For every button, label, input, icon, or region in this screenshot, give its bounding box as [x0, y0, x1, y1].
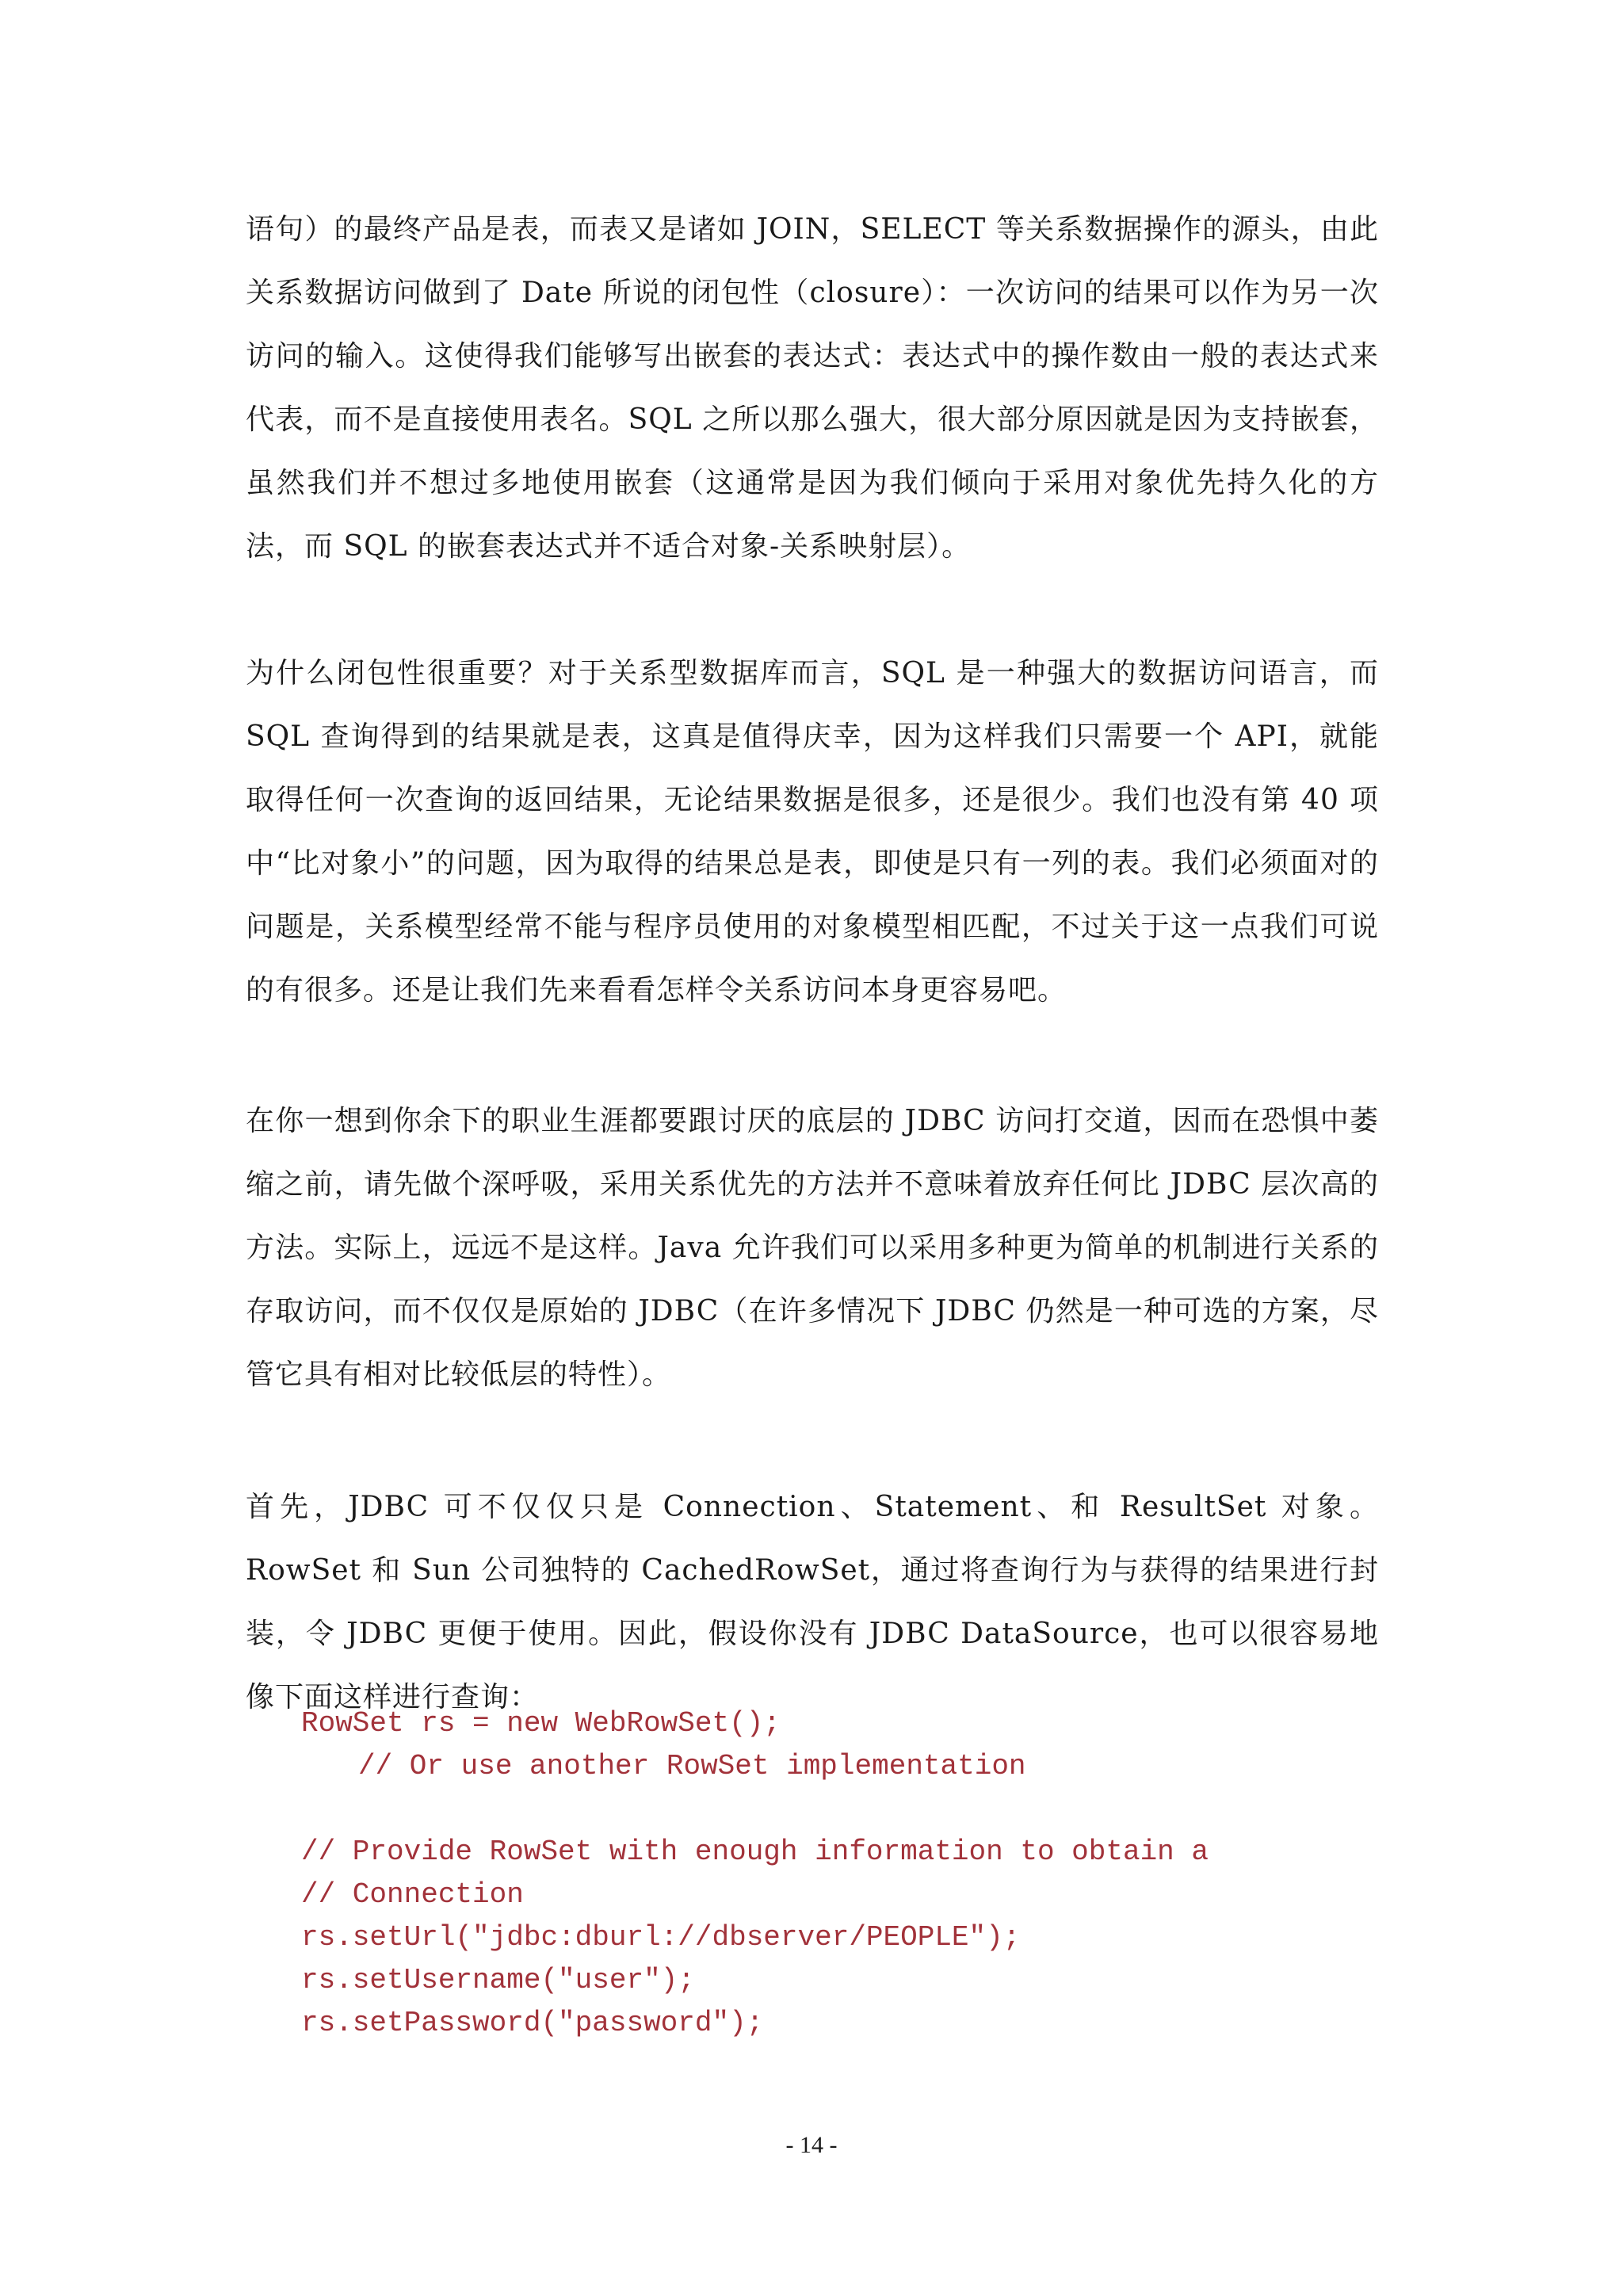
code-blank-line — [301, 1788, 1379, 1831]
page-number: - 14 - — [785, 2132, 838, 2158]
code-line: RowSet rs = new WebRowSet(); — [301, 1707, 781, 1740]
paragraph-closure: 语句）的最终产品是表，而表又是诸如 JOIN，SELECT 等关系数据操作的源头，由此关系数据访问做到了 Date 所说的闭包性（closure）：一次访问的结果可以作为另一次访问的输入。这使得我们能够写出嵌套的表达式：表达式中的操作数由一般的表达式来代表，而不是直接使用表名。SQL 之所以那么强大，很大部分原因就是因为支持嵌套，虽然我们并不想过多地使用嵌套（这通常是因为我们倾向于采用对象优先持久化的方法，而 SQL 的嵌套表达式并不适合对象-关系映射层）。 — [246, 213, 1379, 563]
paragraph-jdbc-alternatives: 在你一想到你余下的职业生涯都要跟讨厌的底层的 JDBC 访问打交道，因而在恐惧中萎缩之前，请先做个深呼吸，采用关系优先的方法并不意味着放弃任何比 JDBC 层次高的方法。实际上，远远不是这样。Java 允许我们可以采用多种更为简单的机制进行关系的存取访问，而不仅仅是原始的 JDBC（在许多情况下 JDBC 仍然是一种可选的方案，尽管它具有相对比较低层的特性）。 — [246, 1105, 1379, 1391]
code-line: rs.setPassword("password"); — [301, 2007, 764, 2039]
code-comment: // Or use another RowSet implementation — [358, 1750, 1026, 1782]
code-line: rs.setUsername("user"); — [301, 1964, 695, 1996]
paragraph-why-closure-matters: 为什么闭包性很重要？对于关系型数据库而言，SQL 是一种强大的数据访问语言，而 SQL 查询得到的结果就是表，这真是值得庆幸，因为这样我们只需要一个 API，就能取得任何一次查询的返回结果，无论结果数据是很多，还是很少。我们也没有第 40 项中“比对象小”的问题，因为取得的结果总是表，即使是只有一列的表。我们必须面对的问题是，关系模型经常不能与程序员使用的对象模型相匹配，不过关于这一点我们可说的有很多。还是让我们先来看看怎样令关系访问本身更容易吧。 — [246, 657, 1379, 1007]
code-line: rs.setUrl("jdbc:dburl://dbserver/PEOPLE"); — [301, 1921, 1021, 1954]
code-comment: // Connection — [301, 1878, 524, 1911]
code-listing — [301, 1702, 1379, 2045]
code-comment: // Provide RowSet with enough information to obtain a — [301, 1836, 1209, 1868]
paragraph-rowset-intro: 首先，JDBC 可不仅仅只是 Connection、Statement、和 ResultSet 对象。RowSet 和 Sun 公司独特的 CachedRowSet，通过将查询行为与获得的结果进行封装，令 JDBC 更便于使用。因此，假设你没有 JDBC DataSource，也可以很容易地像下面这样进行查询： — [246, 1491, 1379, 1713]
